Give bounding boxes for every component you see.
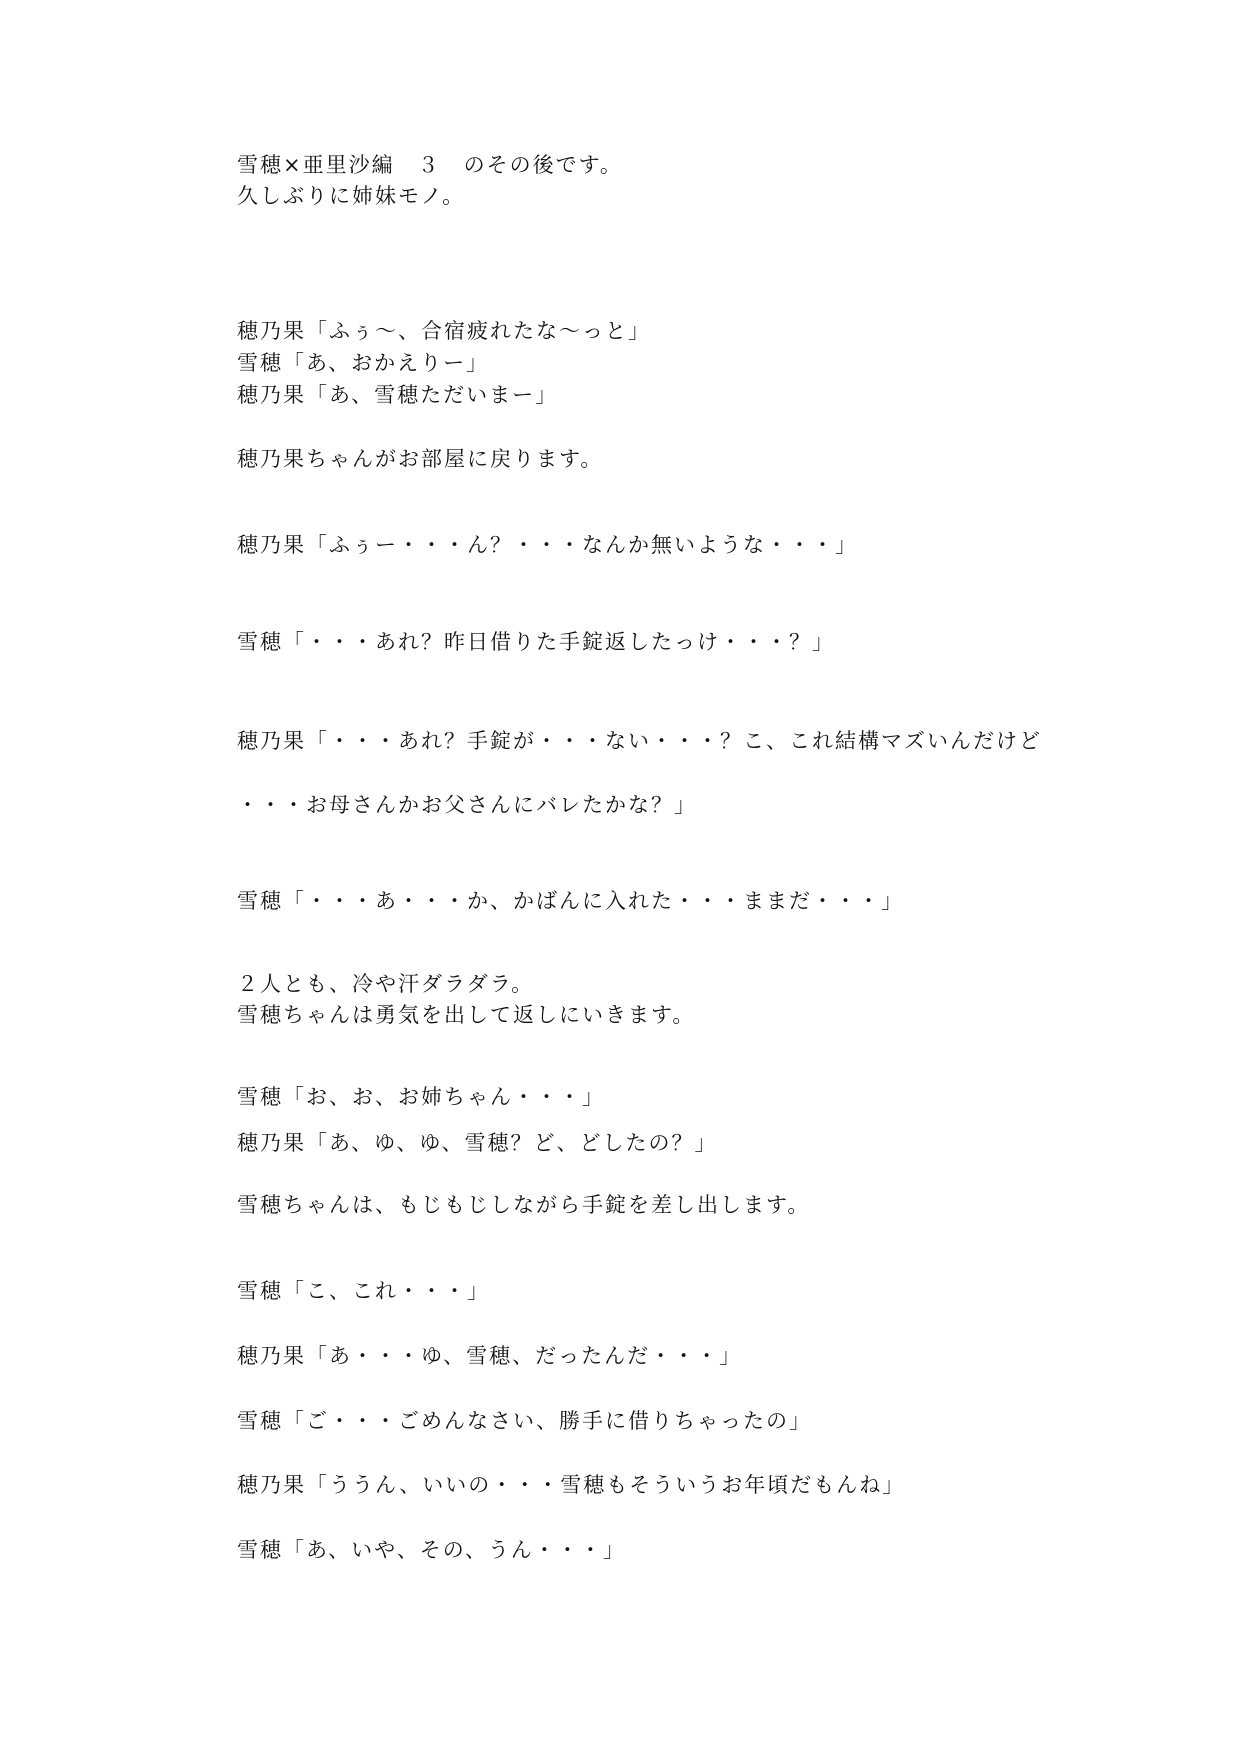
text-line: ・・・お母さんかお父さんにバレたかな？」 bbox=[237, 793, 697, 817]
text-line: 穂乃果「あ・・・ゆ、雪穂、だったんだ・・・」 bbox=[237, 1344, 743, 1368]
text-line: ２人とも、冷や汗ダラダラ。 bbox=[237, 972, 535, 996]
text-line: 穂乃果「あ、ゆ、ゆ、雪穂？ど、どしたの？」 bbox=[237, 1131, 718, 1155]
text-line: 雪穂ちゃんは勇気を出して返しにいきます。 bbox=[237, 1003, 696, 1027]
text-line: 穂乃果「ううん、いいの・・・雪穂もそういうお年頃だもんね」 bbox=[237, 1473, 906, 1497]
text-line: 雪穂「・・・あ・・・か、かばんに入れた・・・ままだ・・・」 bbox=[237, 889, 904, 913]
text-line: 穂乃果「あ、雪穂ただいまー」 bbox=[237, 383, 559, 407]
text-line: 穂乃果「ふぅー・・・ん？・・・なんか無いような・・・」 bbox=[237, 533, 858, 557]
text-line: 雪穂「あ、いや、その、うん・・・」 bbox=[237, 1538, 626, 1562]
text-line-intro-2: 久しぶりに姉妹モノ。 bbox=[237, 184, 466, 208]
text-line: 雪穂「ご・・・ごめんなさい、勝手に借りちゃったの」 bbox=[237, 1409, 812, 1433]
text-line-intro-1: 雪穂×亜里沙編 ３ のその後です。 bbox=[237, 153, 623, 177]
text-line: 雪穂「お、お、お姉ちゃん・・・」 bbox=[237, 1085, 605, 1109]
text-line: 穂乃果「・・・あれ？手錠が・・・ない・・・？こ、これ結構マズいんだけど bbox=[237, 729, 1042, 753]
text-line: 穂乃果「ふぅ～、合宿疲れたな～っと」 bbox=[237, 319, 651, 343]
text-line: 穂乃果ちゃんがお部屋に戻ります。 bbox=[237, 447, 604, 471]
text-line: 雪穂ちゃんは、もじもじしながら手錠を差し出します。 bbox=[237, 1193, 811, 1217]
text-line: 雪穂「・・・あれ？昨日借りた手錠返したっけ・・・？」 bbox=[237, 630, 835, 654]
text-line: 雪穂「こ、これ・・・」 bbox=[237, 1279, 490, 1303]
text-line: 雪穂「あ、おかえりー」 bbox=[237, 351, 490, 375]
